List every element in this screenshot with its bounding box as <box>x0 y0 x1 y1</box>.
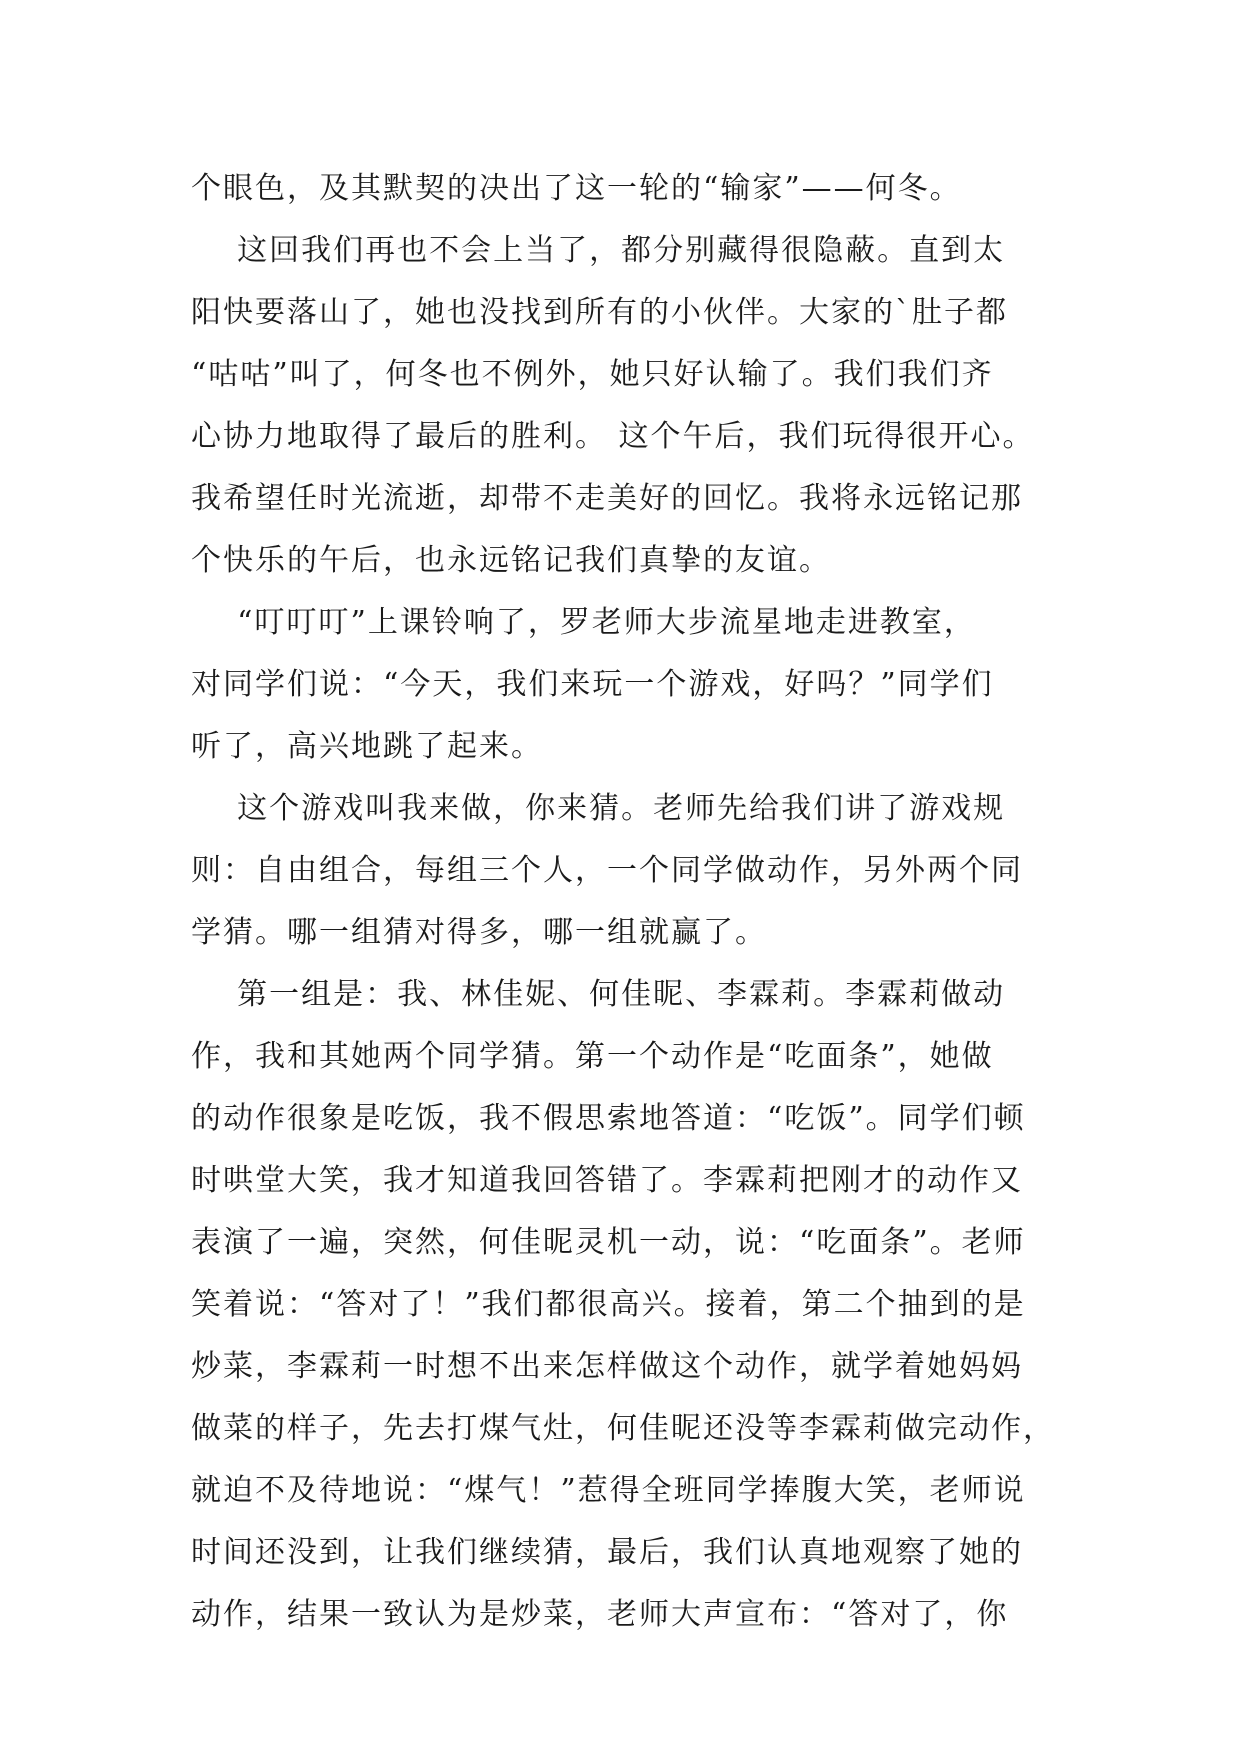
text-line: 则：自由组合，每组三个人，一个同学做动作，另外两个同 <box>191 853 1023 888</box>
body-text <box>191 158 1055 1646</box>
text-line: 炒菜，李霖莉一时想不出来怎样做这个动作，就学着她妈妈 <box>191 1349 1023 1384</box>
text-line: 做菜的样子，先去打煤气灶，何佳昵还没等李霖莉做完动作， <box>191 1411 1055 1446</box>
text-line: 这个游戏叫我来做，你来猜。老师先给我们讲了游戏规 <box>191 791 1006 826</box>
text-line: 我希望任时光流逝，却带不走美好的回忆。我将永远铭记那 <box>191 481 1023 516</box>
text-line: 时哄堂大笑，我才知道我回答错了。李霖莉把刚才的动作又 <box>191 1163 1023 1198</box>
text-line: “叮叮叮”上课铃响了，罗老师大步流星地走进教室， <box>191 605 976 640</box>
text-line: 笑着说：“答对了！”我们都很高兴。接着，第二个抽到的是 <box>191 1287 1026 1322</box>
text-line: “咕咕”叫了，何冬也不例外，她只好认输了。我们我们齐 <box>191 357 994 392</box>
text-line: 个眼色，及其默契的决出了这一轮的“输家”——何冬。 <box>191 171 962 206</box>
text-line: 动作，结果一致认为是炒菜，老师大声宣布：“答对了，你 <box>191 1597 1009 1632</box>
text-line: 心协力地取得了最后的胜利。 这个午后，我们玩得很开心。 <box>191 419 1035 454</box>
text-line: 作，我和其她两个同学猜。第一个动作是“吃面条”，她做 <box>191 1039 994 1074</box>
text-line: 表演了一遍，突然，何佳昵灵机一动，说：“吃面条”。老师 <box>191 1225 1026 1260</box>
text-line: 学猜。哪一组猜对得多，哪一组就赢了。 <box>191 915 767 950</box>
text-line: 时间还没到，让我们继续猜，最后，我们认真地观察了她的 <box>191 1535 1023 1570</box>
text-line: 对同学们说：“今天，我们来玩一个游戏，好吗？”同学们 <box>191 667 994 702</box>
text-line: 的动作很象是吃饭，我不假思索地答道：“吃饭”。同学们顿 <box>191 1101 1026 1136</box>
text-line: 阳快要落山了，她也没找到所有的小伙伴。大家的`肚子都 <box>191 295 1008 330</box>
text-line: 这回我们再也不会上当了，都分别藏得很隐蔽。直到太 <box>191 233 1006 268</box>
text-line: 个快乐的午后，也永远铭记我们真挚的友谊。 <box>191 543 831 578</box>
text-line: 听了，高兴地跳了起来。 <box>191 729 543 764</box>
text-line: 就迫不及待地说：“煤气！”惹得全班同学捧腹大笑，老师说 <box>191 1473 1026 1508</box>
text-line: 第一组是：我、林佳妮、何佳昵、李霖莉。李霖莉做动 <box>191 977 1006 1012</box>
